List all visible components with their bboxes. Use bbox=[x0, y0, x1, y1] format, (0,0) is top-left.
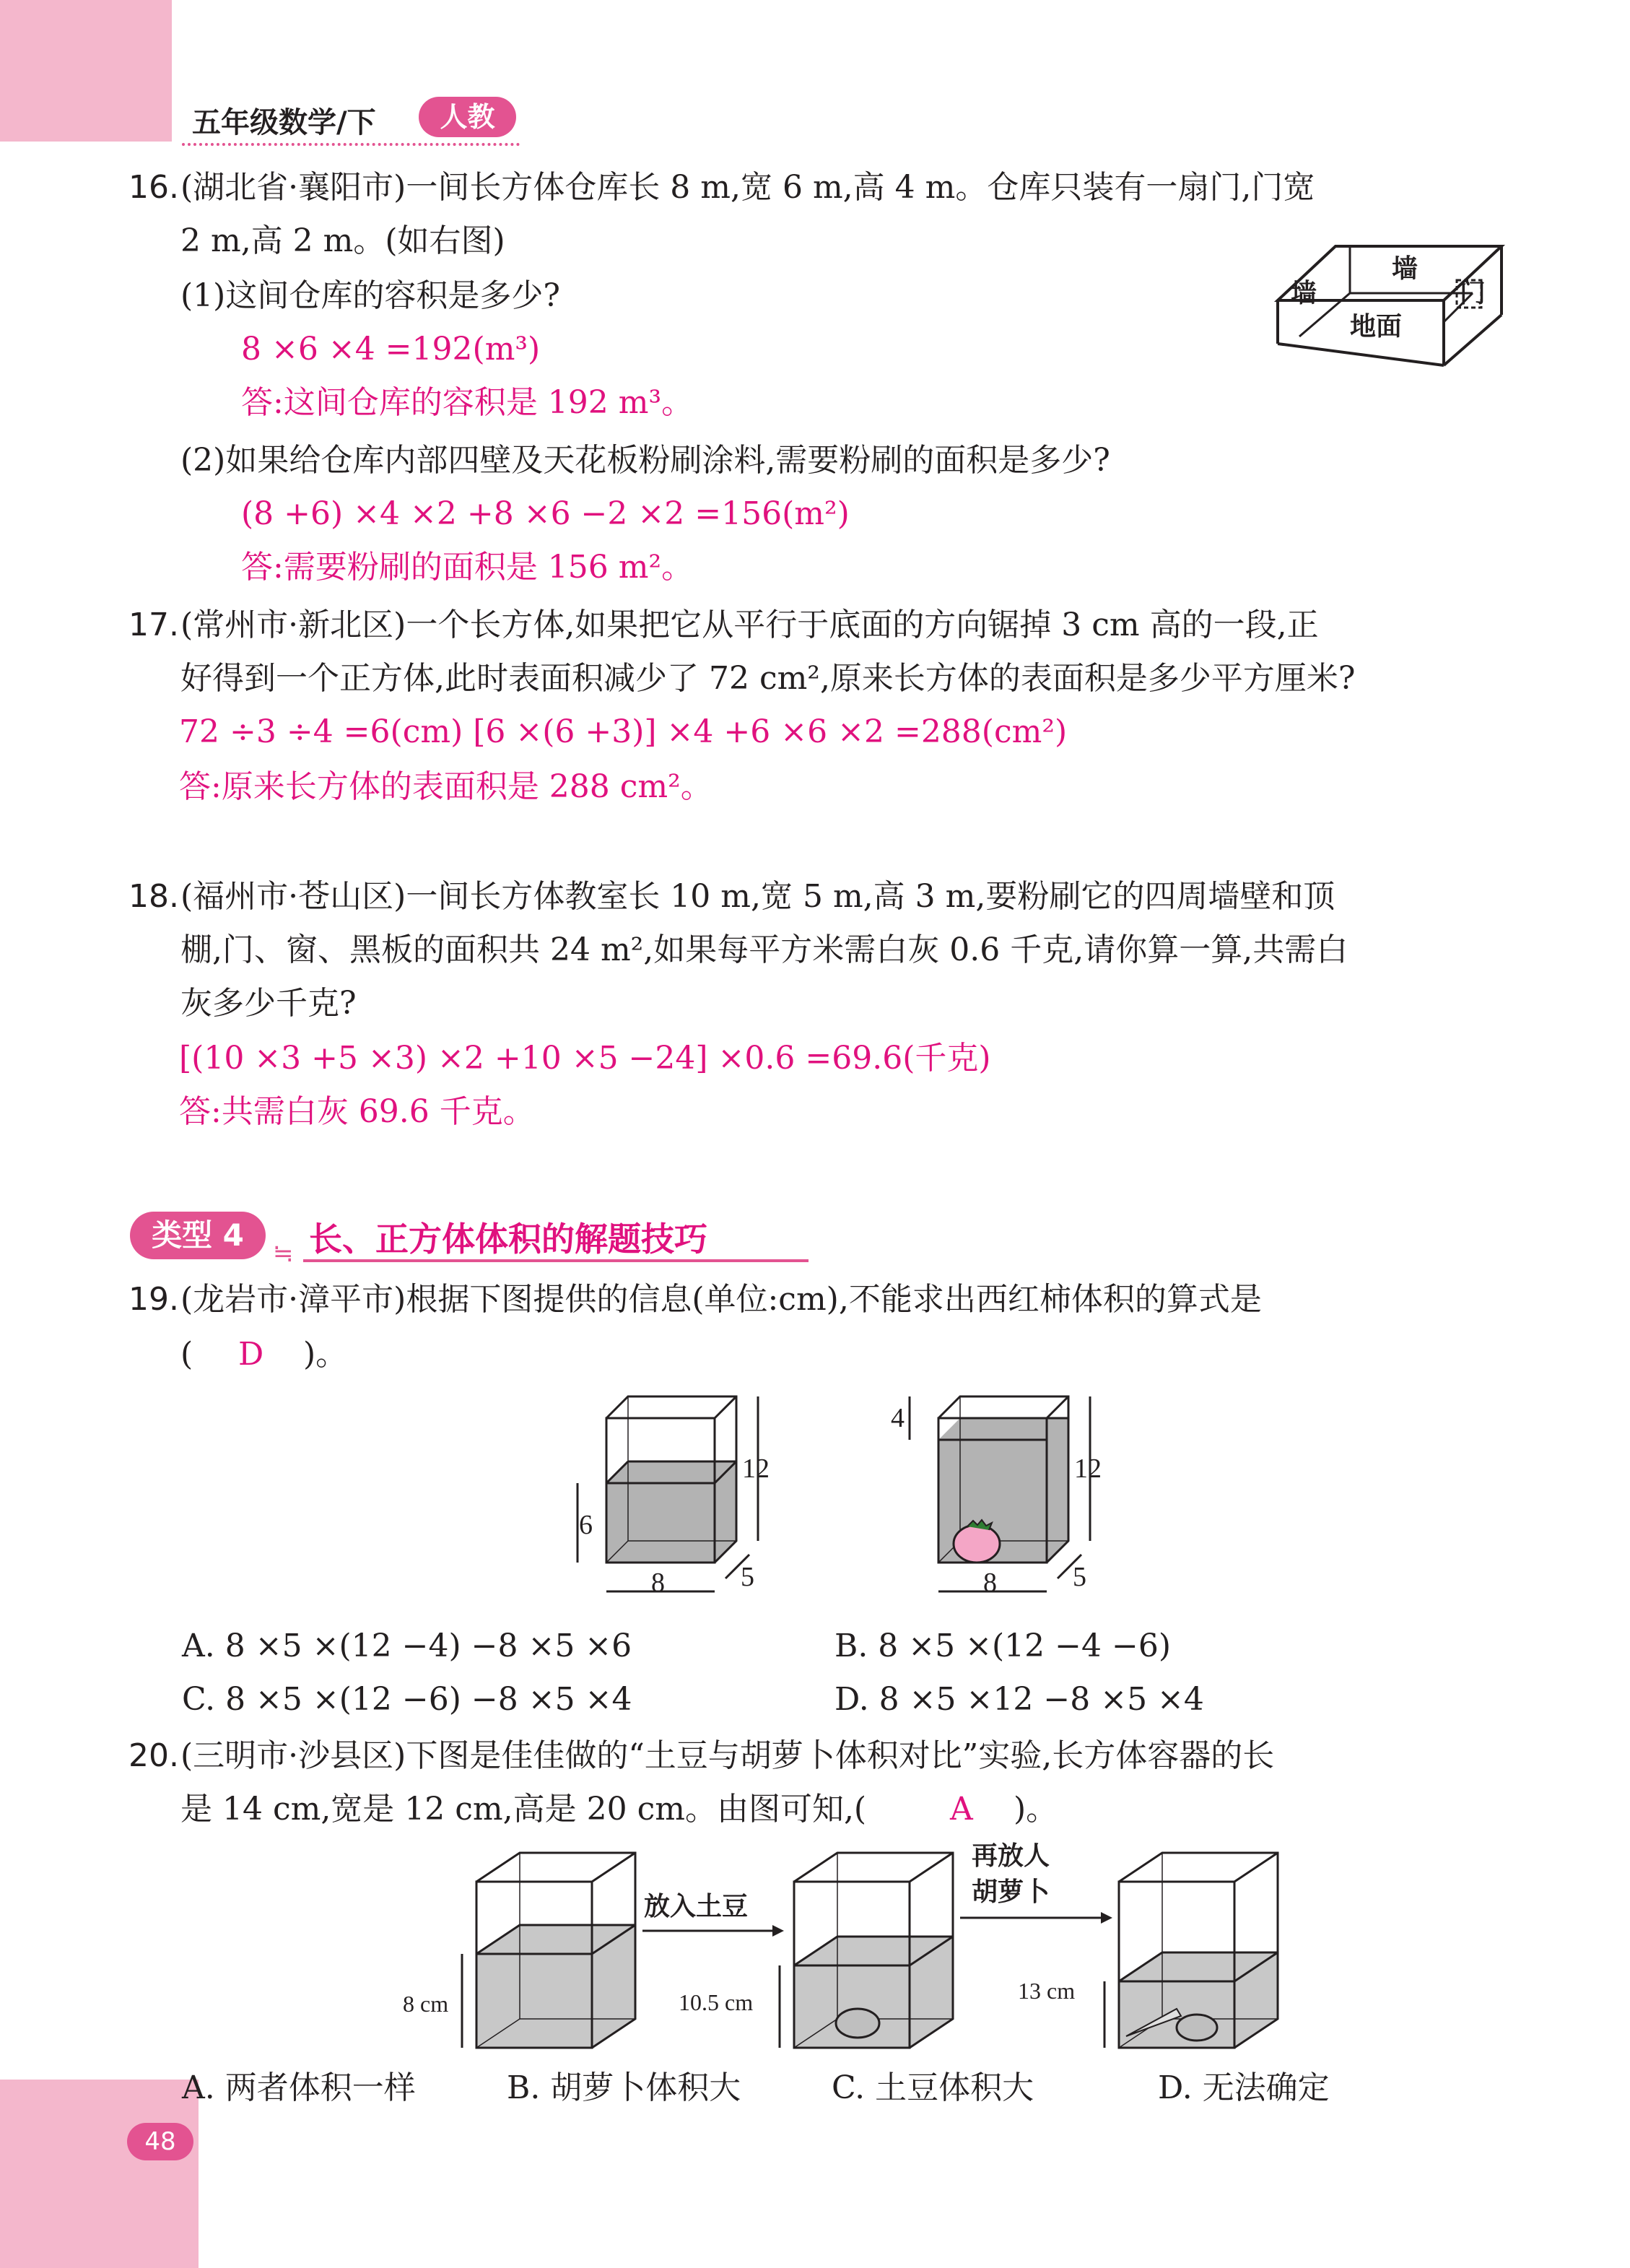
q20-arrow2-line2: 胡萝卜 bbox=[972, 1877, 1050, 1907]
q20-experiment-figure bbox=[390, 1838, 1328, 2069]
q19-right-width-label: 5 bbox=[1073, 1562, 1086, 1592]
type4-badge: 类型 4 bbox=[130, 1212, 266, 1259]
corner-tab-top bbox=[0, 0, 172, 142]
q20-level2: 10.5 cm bbox=[679, 1989, 754, 2015]
q20-line2-pre: 是 14 cm,宽是 12 cm,高是 20 cm。由图可知,( bbox=[180, 1791, 867, 1828]
q17-line1: (常州市·新北区)一个长方体,如果把它从平行于底面的方向锯掉 3 cm 高的一段,正 bbox=[180, 607, 1319, 643]
q19-left-water-label: 6 bbox=[579, 1510, 593, 1540]
q19-left-width-label: 5 bbox=[741, 1562, 754, 1592]
q18-number: 18. bbox=[128, 878, 179, 915]
q16-line2: 2 m,高 2 m。(如右图) bbox=[180, 222, 505, 259]
potato-icon-2 bbox=[1177, 2015, 1217, 2041]
corner-tab-bottom bbox=[0, 2080, 199, 2268]
q16-answer1-text: 答:这间仓库的容积是 192 m³。 bbox=[241, 384, 694, 421]
q20-arrow2-line1: 再放人 bbox=[972, 1841, 1050, 1871]
potato-icon bbox=[836, 2009, 879, 2038]
q19-answer[interactable]: D bbox=[238, 1336, 264, 1373]
q16-answer2-text: 答:需要粉刷的面积是 156 m²。 bbox=[241, 549, 694, 586]
q19-right-height-label: 12 bbox=[1074, 1454, 1102, 1484]
type4-chevron-icon: ≒ bbox=[273, 1239, 294, 1268]
q19-figure-right bbox=[891, 1389, 1126, 1606]
q16-fig-door: 门 bbox=[1460, 279, 1486, 308]
header-badge: 人教 bbox=[419, 97, 516, 137]
q19-number: 19. bbox=[128, 1281, 179, 1318]
q17-line2: 好得到一个正方体,此时表面积减少了 72 cm²,原来长方体的表面积是多少平方厘米? bbox=[180, 660, 1356, 697]
q19-option-a[interactable]: A. 8 ×5 ×(12 −4) −8 ×5 ×6 bbox=[182, 1628, 632, 1664]
type4-title: 长、正方体体积的解题技巧 bbox=[309, 1220, 707, 1259]
q20-level1: 8 cm bbox=[403, 1991, 449, 2017]
type4-underline bbox=[303, 1259, 809, 1262]
q19-option-d[interactable]: D. 8 ×5 ×12 −8 ×5 ×4 bbox=[834, 1681, 1204, 1718]
q17-answer-calc: 72 ÷3 ÷4 =6(cm) [6 ×(6 +3)] ×4 +6 ×6 ×2 =288(cm²) bbox=[179, 713, 1068, 750]
q18-answer-text: 答:共需白灰 69.6 千克。 bbox=[179, 1093, 535, 1130]
q19-right-gap-label: 4 bbox=[891, 1403, 905, 1433]
q16-line1: (湖北省·襄阳市)一间长方体仓库长 8 m,宽 6 m,高 4 m。仓库只装有一扇门,门宽 bbox=[180, 169, 1315, 206]
q18-answer-calc: [(10 ×3 +5 ×3) ×2 +10 ×5 −24] ×0.6 =69.6(千克) bbox=[179, 1040, 991, 1077]
q20-line1: (三明市·沙县区)下图是佳佳做的“土豆与胡萝卜体积对比”实验,长方体容器的长 bbox=[180, 1737, 1275, 1774]
q18-line3: 灰多少千克? bbox=[180, 985, 357, 1022]
q20-option-a[interactable]: A. 两者体积一样 bbox=[182, 2069, 416, 2106]
q20-answer[interactable]: A bbox=[950, 1791, 973, 1828]
q17-number: 17. bbox=[128, 607, 179, 643]
q19-right-length-label: 8 bbox=[983, 1568, 997, 1598]
q18-line1: (福州市·苍山区)一间长方体教室长 10 m,宽 5 m,高 3 m,要粉刷它的四周墙壁和顶 bbox=[180, 878, 1335, 915]
q19-option-c[interactable]: C. 8 ×5 ×(12 −6) −8 ×5 ×4 bbox=[182, 1681, 632, 1718]
q16-fig-wall-left: 墙 bbox=[1291, 279, 1317, 308]
header-rule bbox=[182, 143, 520, 146]
q19-paren-close: )。 bbox=[303, 1336, 348, 1373]
q16-answer1-calc: 8 ×6 ×4 =192(m³) bbox=[241, 331, 541, 368]
q16-fig-floor: 地面 bbox=[1350, 312, 1403, 342]
q19-line1: (龙岩市·漳平市)根据下图提供的信息(单位:cm),不能求出西红柿体积的算式是 bbox=[180, 1281, 1262, 1318]
q16-part2: (2)如果给仓库内部四壁及天花板粉刷涂料,需要粉刷的面积是多少? bbox=[180, 442, 1110, 479]
q19-left-height-label: 12 bbox=[742, 1454, 770, 1484]
q17-answer-text: 答:原来长方体的表面积是 288 cm²。 bbox=[179, 768, 712, 805]
q20-option-c[interactable]: C. 土豆体积大 bbox=[832, 2069, 1034, 2106]
q16-warehouse-figure bbox=[1278, 243, 1509, 373]
q20-option-d[interactable]: D. 无法确定 bbox=[1158, 2069, 1330, 2106]
q19-option-b[interactable]: B. 8 ×5 ×(12 −4 −6) bbox=[834, 1628, 1172, 1664]
q18-line2: 棚,门、窗、黑板的面积共 24 m²,如果每平方米需白灰 0.6 千克,请你算一算,共需白 bbox=[180, 931, 1348, 968]
tomato-icon bbox=[954, 1525, 1000, 1563]
q16-fig-wall-back: 墙 bbox=[1392, 254, 1418, 284]
page-number: 48 bbox=[127, 2123, 193, 2160]
q19-left-length-label: 8 bbox=[651, 1568, 665, 1598]
q16-number: 16. bbox=[128, 169, 179, 206]
q20-level3: 13 cm bbox=[1018, 1978, 1076, 2004]
q16-part1: (1)这间仓库的容积是多少? bbox=[180, 277, 560, 314]
q20-arrow1-label: 放入土豆 bbox=[644, 1892, 749, 1921]
q19-paren-open: ( bbox=[180, 1336, 193, 1373]
header-title: 五年级数学/下 bbox=[192, 106, 376, 139]
q19-figure-left bbox=[563, 1389, 794, 1606]
q20-option-b[interactable]: B. 胡萝卜体积大 bbox=[507, 2069, 741, 2106]
q20-line2-post: )。 bbox=[1014, 1791, 1058, 1828]
q20-number: 20. bbox=[128, 1737, 179, 1774]
q16-answer2-calc: (8 +6) ×4 ×2 +8 ×6 −2 ×2 =156(m²) bbox=[241, 495, 850, 532]
